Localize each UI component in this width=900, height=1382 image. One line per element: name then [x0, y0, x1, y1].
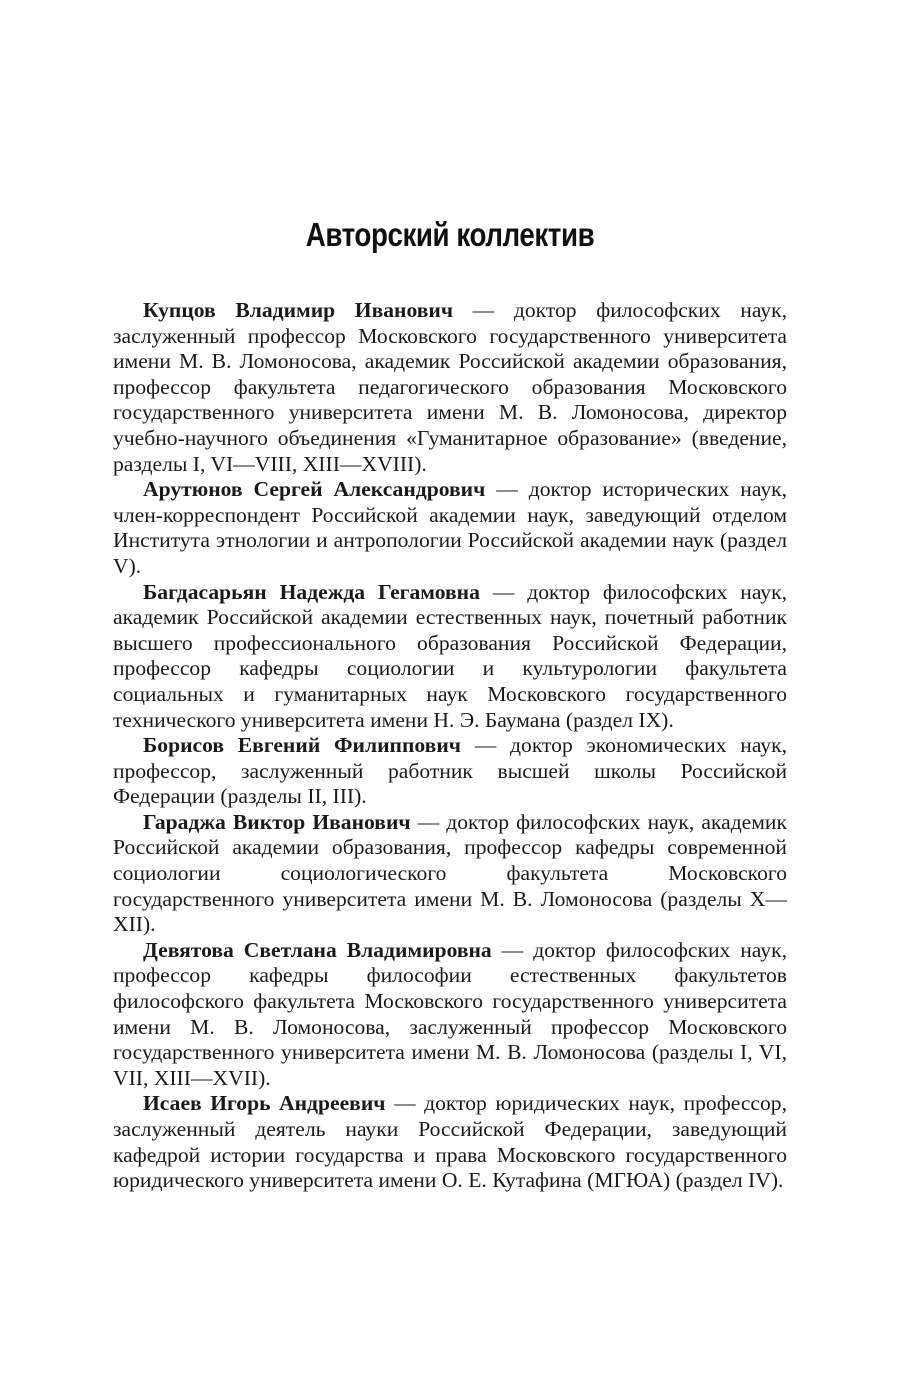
author-entry-arutyunov — [113, 477, 787, 579]
author-entry-borisov — [113, 733, 787, 810]
author-description: — доктор философских наук, заслуженный профессор Московского государственного университета имени М. В. Ломоносова, академик Российской академии образования, профессор факультета педагогического образования Московского государственного университета имени М. В. Ломоносова, директор учебно-научного объединения «Гуманитарное образование» (введение, разделы I, VI—VIII, XIII—XVIII). — [113, 298, 787, 476]
author-name: Багдасарьян Надежда Гегамовна — [143, 579, 480, 604]
author-entry-devyatova — [113, 938, 787, 1092]
author-description: — доктор философских наук, академик Российской академии естественных наук, почетный работник высшего профессионального образования Российской Федерации, профессор кафедры социологии и культурологии факультета социальных и гуманитарных наук Московского государственного технического университета имени Н. Э. Баумана (раздел IX). — [113, 579, 787, 732]
author-list — [113, 298, 787, 1194]
author-name: Арутюнов Сергей Александрович — [143, 477, 486, 502]
author-name: Исаев Игорь Андреевич — [143, 1091, 386, 1116]
author-entry-isaev — [113, 1091, 787, 1193]
author-entry-kuptsov — [113, 298, 787, 477]
author-description: — доктор философских наук, профессор кафедры философии естественных факультетов философского факультета Московского государственного университета имени М. В. Ломоносова, заслуженный профессор Московского государственного университета имени М. В. Ломоносова (разделы I, VI, VII, XIII—XVII). — [113, 937, 787, 1090]
author-name: Борисов Евгений Филиппович — [143, 733, 461, 758]
author-description: — доктор философских наук, академик Российской академии образования, профессор кафедры современной социологии социологического факультета Московского государственного университета имени М. В. Ломоносова (разделы X—XII). — [113, 809, 787, 937]
author-description: — доктор исторических наук, член-корреспондент Российской академии наук, заведующий отделом Института этнологии и антропологии Российской академии наук (раздел V). — [113, 477, 788, 578]
author-name: Купцов Владимир Иванович — [143, 298, 454, 322]
author-name: Гараджа Виктор Иванович — [143, 809, 411, 834]
author-description: — доктор юридических наук, профессор, заслуженный деятель науки Российской Федерации, заведующий кафедрой истории государства и права Московского государственного юридического университета имени О. Е. Кутафина (МГЮА) (раздел IV). — [113, 1091, 787, 1193]
page-title: Авторский коллектив — [305, 216, 595, 253]
author-description: — доктор экономических наук, профессор, заслуженный работник высшей школы Российской Федерации (разделы II, III). — [113, 733, 787, 809]
author-entry-garadzha — [113, 810, 787, 938]
author-entry-bagdasaryan — [113, 580, 787, 734]
author-name: Девятова Светлана Владимировна — [143, 937, 492, 962]
